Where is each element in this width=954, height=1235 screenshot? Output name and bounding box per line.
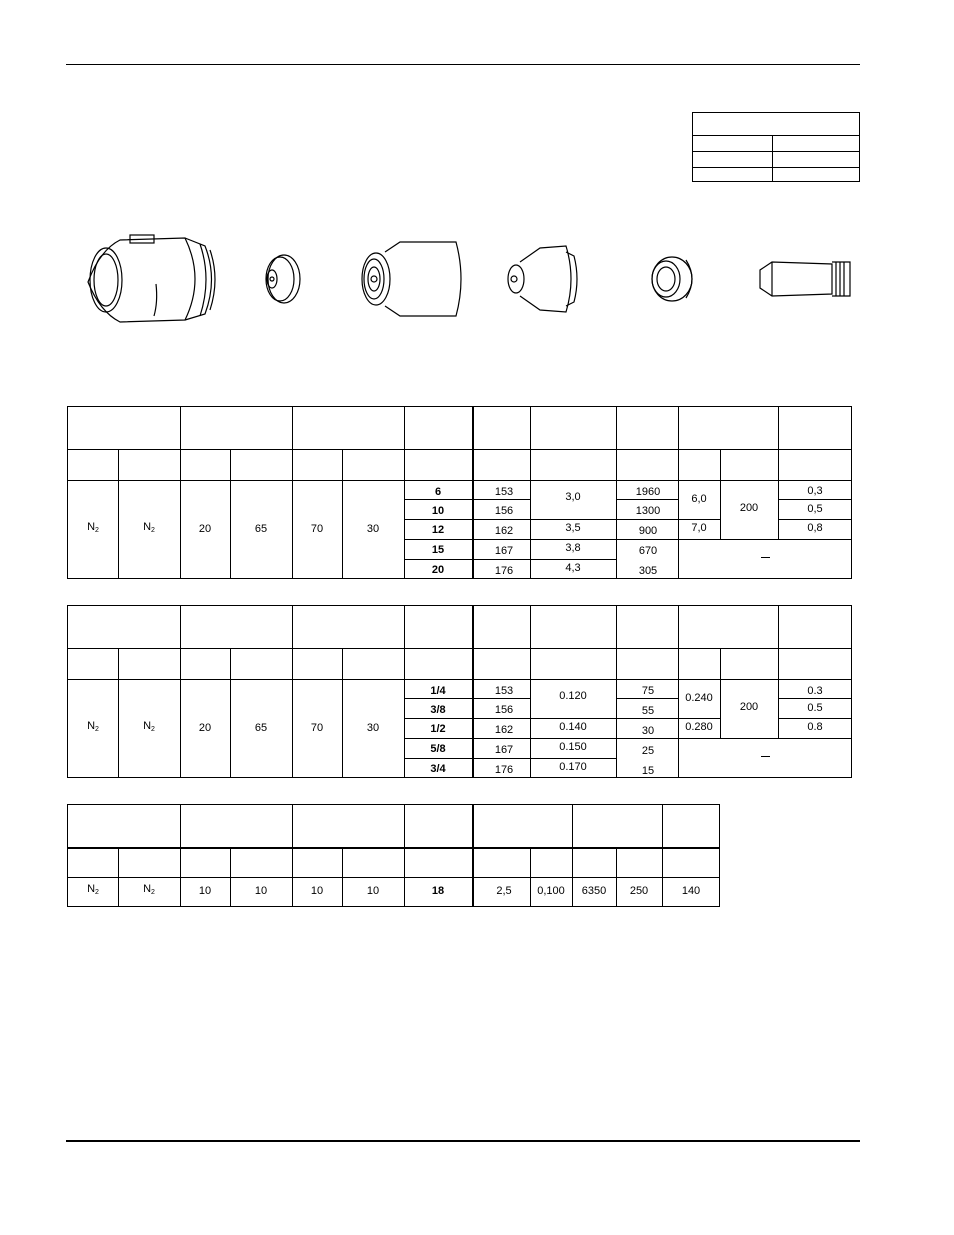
cutflow-value-2: 30 [366, 523, 380, 535]
cutflow-value-1: 70 [310, 722, 324, 734]
plasma-gas: $N_2$ [87, 521, 99, 534]
cut-speed-cell: 30 [641, 725, 655, 737]
thickness-cell: 1/4 [430, 685, 446, 697]
footer-rule [66, 1140, 860, 1142]
electrode-icon [760, 262, 850, 296]
cut-chart-metric [67, 406, 852, 579]
marking-speed-mm: 6350 [581, 885, 607, 897]
cutflow-value-2: 30 [366, 722, 380, 734]
pierce-delay-cell: 0,8 [807, 522, 823, 534]
preflow-value-1: 20 [198, 722, 212, 734]
consumable-parts-illustration [0, 222, 954, 332]
thickness-cell: 1/2 [430, 723, 446, 735]
pierce-height-cell: 7,0 [691, 522, 707, 534]
arc-voltage-cell: 176 [494, 764, 514, 776]
thickness-cell: 5/8 [430, 743, 446, 755]
torch-distance-cell: 0.150 [559, 741, 587, 753]
pierce-height-cell: 0.240 [685, 692, 713, 704]
shield-gas: $N_2$ [143, 521, 155, 534]
cut-speed-cell: 25 [641, 745, 655, 757]
pierce-delay-cell: 0,5 [807, 503, 823, 515]
thickness-cell: 12 [431, 524, 445, 536]
arc-voltage-cell: 156 [494, 704, 514, 716]
thickness-cell: 3/8 [430, 704, 446, 716]
header-rule [66, 64, 860, 65]
retaining-cap-icon [362, 242, 461, 316]
pierce-height-cell: 0.280 [685, 721, 713, 733]
marking-distance-in: 0,100 [537, 885, 565, 897]
shield-gas: $N_2$ [143, 720, 155, 733]
arc-voltage-cell: 167 [494, 744, 514, 756]
marking-speed-in: 250 [629, 885, 649, 897]
thickness-cell: 3/4 [430, 763, 446, 775]
cut-speed-cell: 55 [641, 705, 655, 717]
torch-distance-cell: 0.140 [559, 721, 587, 733]
cut-speed-cell: 1960 [635, 486, 661, 498]
arc-voltage-cell: 176 [494, 565, 514, 577]
cut-chart-english [67, 605, 852, 778]
marking-voltage: 140 [681, 885, 701, 897]
cutflow-value-1: 10 [310, 885, 324, 897]
cut-speed-cell: 900 [638, 525, 658, 537]
arc-voltage-cell: 156 [494, 505, 514, 517]
arc-voltage-cell: 153 [494, 486, 514, 498]
marking-distance-mm: 2,5 [496, 885, 512, 897]
torch-distance-cell: 4,3 [565, 562, 581, 574]
cut-speed-cell: 15 [641, 765, 655, 777]
preflow-value-1: 10 [198, 885, 212, 897]
edge-start-dash [761, 557, 770, 558]
pierce-factor-cell: 200 [739, 502, 759, 514]
thickness-cell: 15 [431, 544, 445, 556]
edge-start-dash [761, 756, 770, 757]
plasma-gas: $N_2$ [87, 720, 99, 733]
cut-speed-cell: 75 [641, 685, 655, 697]
pierce-delay-cell: 0.8 [807, 721, 823, 733]
preflow-value-1: 20 [198, 523, 212, 535]
torch-distance-cell: 0.170 [559, 761, 587, 773]
arc-voltage-cell: 162 [494, 724, 514, 736]
nozzle-icon [508, 246, 577, 312]
part-number-box [692, 112, 860, 182]
marking-current: 18 [431, 885, 445, 897]
pierce-delay-cell: 0.3 [807, 685, 823, 697]
pierce-delay-cell: 0,3 [807, 485, 823, 497]
shield-gas: $N_2$ [143, 883, 155, 896]
pierce-factor-cell: 200 [739, 701, 759, 713]
pierce-height-cell: 6,0 [691, 493, 707, 505]
cut-speed-cell: 1300 [635, 505, 661, 517]
preflow-value-2: 10 [254, 885, 268, 897]
arc-voltage-cell: 153 [494, 685, 514, 697]
cutflow-value-2: 10 [366, 885, 380, 897]
cutflow-value-1: 70 [310, 523, 324, 535]
cut-speed-cell: 670 [638, 545, 658, 557]
thickness-cell: 10 [431, 505, 445, 517]
torch-distance-cell: 3,5 [565, 522, 581, 534]
torch-distance-cell: 3,0 [565, 491, 581, 503]
pierce-delay-cell: 0.5 [807, 702, 823, 714]
thickness-cell: 20 [431, 564, 445, 576]
shield-cap-icon [88, 235, 215, 322]
nozzle-ring-icon [652, 257, 692, 301]
plasma-gas: $N_2$ [87, 883, 99, 896]
arc-voltage-cell: 167 [494, 545, 514, 557]
thickness-cell: 6 [434, 486, 442, 498]
swirl-ring-icon [266, 255, 300, 303]
arc-voltage-cell: 162 [494, 525, 514, 537]
cut-speed-cell: 305 [638, 565, 658, 577]
preflow-value-2: 65 [254, 722, 268, 734]
torch-distance-cell: 0.120 [559, 690, 587, 702]
preflow-value-2: 65 [254, 523, 268, 535]
marking-chart [67, 804, 720, 907]
torch-distance-cell: 3,8 [565, 542, 581, 554]
